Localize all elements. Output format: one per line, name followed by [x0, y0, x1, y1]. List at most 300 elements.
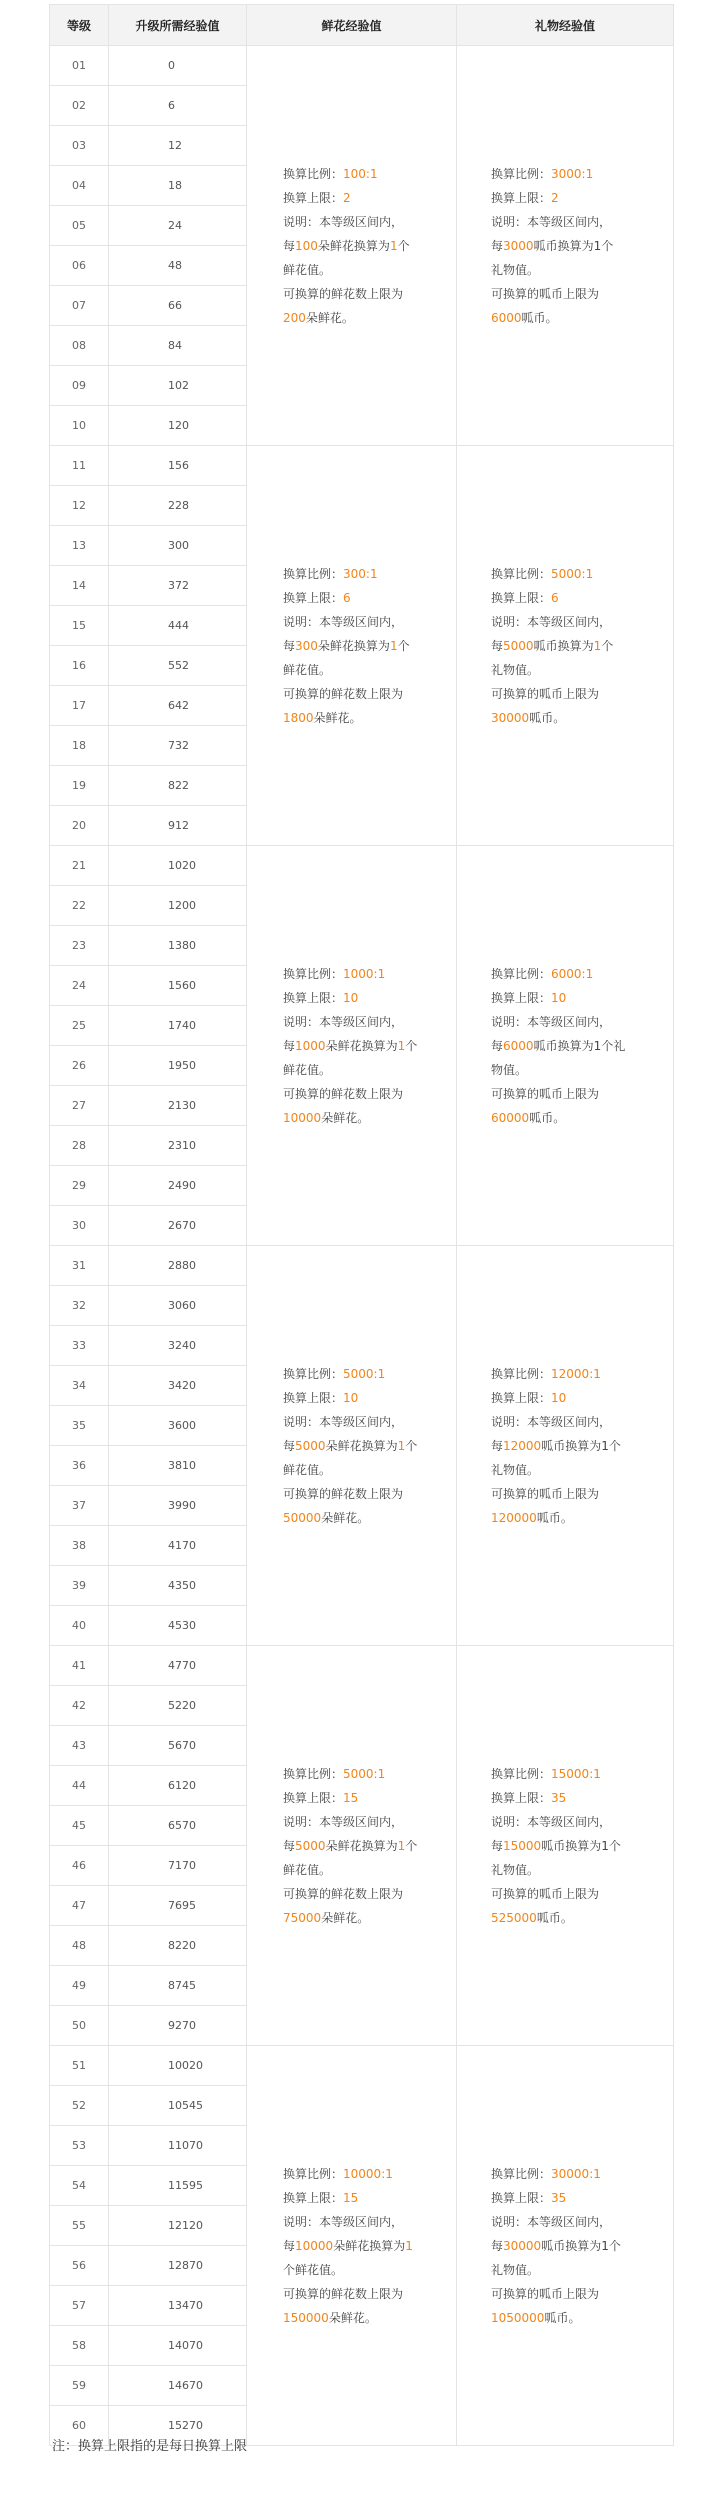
highlight-value: 10 — [343, 1390, 359, 1405]
flower-info-line — [283, 258, 444, 282]
info-text: 每 — [283, 238, 296, 253]
exp-cell: 0 — [109, 46, 247, 86]
highlight-value: 15 — [343, 1790, 359, 1805]
level-cell: 32 — [50, 1286, 109, 1326]
level-cell: 51 — [50, 2046, 109, 2086]
exp-cell: 156 — [109, 446, 247, 486]
exp-cell: 3240 — [109, 1326, 247, 1366]
info-text: 可换算的鲜花数上限为 — [283, 1086, 404, 1101]
level-cell: 43 — [50, 1726, 109, 1766]
level-cell: 19 — [50, 766, 109, 806]
footnote: 注：换算上限指的是每日换算上限 — [52, 2439, 248, 2454]
exp-cell: 3990 — [109, 1486, 247, 1526]
exp-cell: 18 — [109, 166, 247, 206]
exp-cell: 912 — [109, 806, 247, 846]
highlight-value: 30000:1 — [551, 2166, 601, 2181]
flower-info-line — [283, 2234, 444, 2258]
exp-cell: 4350 — [109, 1566, 247, 1606]
flower-info-line — [283, 586, 444, 610]
level-cell: 08 — [50, 326, 109, 366]
exp-cell: 3420 — [109, 1366, 247, 1406]
highlight-value: 6000:1 — [551, 966, 594, 981]
gift-info-line — [491, 258, 661, 282]
level-cell: 45 — [50, 1806, 109, 1846]
info-text: 说明：本等级区间内， — [283, 614, 404, 629]
info-text: 个 — [405, 1838, 418, 1853]
level-cell: 18 — [50, 726, 109, 766]
info-text: 个鲜花值。 — [283, 2262, 344, 2277]
highlight-value: 10 — [343, 990, 359, 1005]
info-text: 换算比例： — [283, 1766, 344, 1781]
exp-cell: 14070 — [109, 2326, 247, 2366]
level-cell: 53 — [50, 2126, 109, 2166]
info-text: 换算上限： — [283, 190, 344, 205]
highlight-value: 300 — [295, 638, 318, 653]
info-text: 呱币。 — [536, 1510, 573, 1525]
highlight-value: 200 — [283, 310, 306, 325]
info-text: 朵鲜花换算为 — [325, 1038, 398, 1053]
info-text: 朵鲜花。 — [313, 710, 362, 725]
info-text: 个 — [405, 1438, 418, 1453]
highlight-value: 50000 — [283, 1510, 322, 1525]
info-text: 可换算的呱币上限为 — [491, 1486, 600, 1501]
info-text: 礼物值。 — [491, 1462, 540, 1477]
info-text: 每 — [283, 1838, 296, 1853]
info-text: 可换算的鲜花数上限为 — [283, 686, 404, 701]
level-cell: 16 — [50, 646, 109, 686]
exp-cell: 10545 — [109, 2086, 247, 2126]
info-text: 每 — [283, 1038, 296, 1053]
level-cell: 49 — [50, 1966, 109, 2006]
exp-cell: 11070 — [109, 2126, 247, 2166]
flower-info-line — [283, 1458, 444, 1482]
flower-info-line — [283, 1106, 444, 1130]
highlight-value: 1 — [397, 1838, 406, 1853]
info-text: 说明：本等级区间内， — [491, 1414, 612, 1429]
info-text: 说明：本等级区间内， — [491, 1814, 612, 1829]
info-text: 朵鲜花换算为 — [317, 238, 390, 253]
info-text: 可换算的呱币上限为 — [491, 1086, 600, 1101]
info-text: 呱币。 — [529, 1110, 566, 1125]
table-row — [50, 846, 674, 886]
gift-info-line — [491, 234, 661, 258]
info-text: 可换算的鲜花数上限为 — [283, 2286, 404, 2301]
flower-info-line — [283, 682, 444, 706]
level-cell: 13 — [50, 526, 109, 566]
info-text: 礼物值。 — [491, 262, 540, 277]
highlight-value: 5000 — [295, 1438, 326, 1453]
level-cell: 36 — [50, 1446, 109, 1486]
info-text: 说明：本等级区间内， — [283, 1014, 404, 1029]
gift-info-line — [491, 2186, 661, 2210]
exp-cell: 48 — [109, 246, 247, 286]
level-cell: 12 — [50, 486, 109, 526]
gift-info-line — [491, 682, 661, 706]
highlight-value: 2 — [343, 190, 351, 205]
info-text: 朵鲜花换算为 — [317, 638, 390, 653]
flower-info-line — [283, 1858, 444, 1882]
exp-cell: 3060 — [109, 1286, 247, 1326]
flower-info-cell — [247, 2046, 457, 2446]
gift-info-line — [491, 2306, 661, 2330]
flower-info-cell — [247, 1646, 457, 2046]
gift-info-line — [491, 1906, 661, 1930]
info-text: 可换算的呱币上限为 — [491, 686, 600, 701]
level-cell: 24 — [50, 966, 109, 1006]
highlight-value: 30000 — [503, 2238, 542, 2253]
header-flower: 鲜花经验值 — [247, 5, 457, 46]
info-text: 说明：本等级区间内， — [283, 214, 404, 229]
info-text: 鲜花值。 — [283, 662, 332, 677]
flower-info-line — [283, 282, 444, 306]
info-text: 换算上限： — [491, 590, 552, 605]
info-text: 可换算的呱币上限为 — [491, 286, 600, 301]
highlight-value: 15000 — [503, 1838, 542, 1853]
info-text: 朵鲜花换算为 — [325, 1438, 398, 1453]
flower-info-line — [283, 986, 444, 1010]
flower-info-line — [283, 1410, 444, 1434]
highlight-value: 10 — [551, 990, 567, 1005]
info-text: 个 — [397, 638, 410, 653]
exp-cell: 1380 — [109, 926, 247, 966]
gift-info-line — [491, 1506, 661, 1530]
level-cell: 27 — [50, 1086, 109, 1126]
highlight-value: 3000:1 — [551, 166, 594, 181]
exp-cell: 1200 — [109, 886, 247, 926]
exp-cell: 2670 — [109, 1206, 247, 1246]
info-text: 呱币换算为 — [533, 638, 594, 653]
info-text: 换算上限： — [491, 2190, 552, 2205]
gift-info-line — [491, 2258, 661, 2282]
flower-info-line — [283, 162, 444, 186]
level-cell: 57 — [50, 2286, 109, 2326]
info-text: 朵鲜花换算为 — [325, 1838, 398, 1853]
highlight-value: 6 — [551, 590, 559, 605]
exp-cell: 4530 — [109, 1606, 247, 1646]
exp-cell: 3810 — [109, 1446, 247, 1486]
table-row — [50, 1646, 674, 1686]
flower-info-cell — [247, 846, 457, 1246]
flower-info-line — [283, 562, 444, 586]
level-cell: 39 — [50, 1566, 109, 1606]
gift-info-cell — [457, 1646, 674, 2046]
gift-info-line — [491, 2234, 661, 2258]
exp-cell: 2490 — [109, 1166, 247, 1206]
info-text: 呱币。 — [536, 1910, 573, 1925]
level-cell: 07 — [50, 286, 109, 326]
highlight-value: 10000 — [295, 2238, 334, 2253]
info-text: 礼物值。 — [491, 662, 540, 677]
gift-info-cell — [457, 846, 674, 1246]
info-text: 朵鲜花换算为 — [333, 2238, 406, 2253]
highlight-value: 150000 — [283, 2310, 329, 2325]
flower-info-line — [283, 2282, 444, 2306]
exp-cell: 4170 — [109, 1526, 247, 1566]
gift-info-line — [491, 1762, 661, 1786]
level-cell: 10 — [50, 406, 109, 446]
level-cell: 38 — [50, 1526, 109, 1566]
level-cell: 40 — [50, 1606, 109, 1646]
level-cell: 41 — [50, 1646, 109, 1686]
highlight-value: 60000 — [491, 1110, 530, 1125]
exp-cell: 13470 — [109, 2286, 247, 2326]
info-text: 呱币。 — [529, 710, 566, 725]
gift-info-line — [491, 706, 661, 730]
flower-info-line — [283, 2258, 444, 2282]
flower-info-line — [283, 1010, 444, 1034]
header-row — [50, 5, 674, 46]
info-text: 鲜花值。 — [283, 1462, 332, 1477]
level-cell: 01 — [50, 46, 109, 86]
highlight-value: 1000 — [295, 1038, 326, 1053]
gift-info-line — [491, 1106, 661, 1130]
exp-cell: 6570 — [109, 1806, 247, 1846]
level-cell: 56 — [50, 2246, 109, 2286]
exp-cell: 8220 — [109, 1926, 247, 1966]
info-text: 礼物值。 — [491, 1862, 540, 1877]
level-cell: 23 — [50, 926, 109, 966]
exp-cell: 7170 — [109, 1846, 247, 1886]
exp-cell: 15270 — [109, 2406, 247, 2446]
highlight-value: 35 — [551, 1790, 567, 1805]
info-text: 可换算的鲜花数上限为 — [283, 1486, 404, 1501]
flower-info-cell — [247, 446, 457, 846]
info-text: 换算上限： — [283, 1390, 344, 1405]
exp-cell: 1740 — [109, 1006, 247, 1046]
exp-cell: 10020 — [109, 2046, 247, 2086]
info-text: 换算比例： — [491, 2166, 552, 2181]
exp-cell: 6120 — [109, 1766, 247, 1806]
info-text: 鲜花值。 — [283, 1062, 332, 1077]
highlight-value: 1800 — [283, 710, 314, 725]
level-cell: 11 — [50, 446, 109, 486]
exp-cell: 3600 — [109, 1406, 247, 1446]
exp-cell: 7695 — [109, 1886, 247, 1926]
flower-info-line — [283, 1058, 444, 1082]
info-text: 换算上限： — [491, 990, 552, 1005]
flower-info-line — [283, 1834, 444, 1858]
highlight-value: 5000:1 — [343, 1766, 386, 1781]
info-text: 每 — [283, 638, 296, 653]
gift-info-line — [491, 634, 661, 658]
header-level: 等级 — [50, 5, 109, 46]
highlight-value: 12000 — [503, 1438, 542, 1453]
level-cell: 25 — [50, 1006, 109, 1046]
table-row — [50, 46, 674, 86]
level-cell: 20 — [50, 806, 109, 846]
highlight-value: 120000 — [491, 1510, 537, 1525]
info-text: 鲜花值。 — [283, 262, 332, 277]
highlight-value: 2 — [551, 190, 559, 205]
exp-cell: 2130 — [109, 1086, 247, 1126]
gift-info-line — [491, 1786, 661, 1810]
info-text: 换算比例： — [283, 966, 344, 981]
info-text: 换算比例： — [283, 566, 344, 581]
gift-info-line — [491, 186, 661, 210]
exp-cell: 4770 — [109, 1646, 247, 1686]
highlight-value: 6 — [343, 590, 351, 605]
info-text: 物值。 — [491, 1062, 528, 1077]
gift-info-line — [491, 306, 661, 330]
exp-cell: 444 — [109, 606, 247, 646]
flower-info-line — [283, 2210, 444, 2234]
flower-info-line — [283, 1810, 444, 1834]
info-text: 每 — [491, 638, 504, 653]
exp-cell: 732 — [109, 726, 247, 766]
info-text: 每 — [283, 1438, 296, 1453]
highlight-value: 5000 — [295, 1838, 326, 1853]
table-row — [50, 446, 674, 486]
info-text: 每 — [283, 2238, 296, 2253]
level-cell: 26 — [50, 1046, 109, 1086]
level-cell: 28 — [50, 1126, 109, 1166]
highlight-value: 300:1 — [343, 566, 378, 581]
table-row — [50, 2046, 674, 2086]
flower-info-line — [283, 2306, 444, 2330]
info-text: 换算比例： — [283, 1366, 344, 1381]
info-text: 朵鲜花。 — [321, 1510, 370, 1525]
info-text: 换算上限： — [283, 590, 344, 605]
level-cell: 30 — [50, 1206, 109, 1246]
flower-info-line — [283, 1882, 444, 1906]
gift-info-line — [491, 1034, 661, 1058]
gift-info-line — [491, 986, 661, 1010]
info-text: 换算上限： — [283, 2190, 344, 2205]
highlight-value: 15 — [343, 2190, 359, 2205]
highlight-value: 3000 — [503, 238, 534, 253]
exp-cell: 102 — [109, 366, 247, 406]
info-text: 可换算的鲜花数上限为 — [283, 286, 404, 301]
flower-info-line — [283, 1386, 444, 1410]
flower-info-line — [283, 610, 444, 634]
exp-cell: 642 — [109, 686, 247, 726]
highlight-value: 525000 — [491, 1910, 537, 1925]
exp-cell: 552 — [109, 646, 247, 686]
gift-info-line — [491, 2210, 661, 2234]
info-text: 每 — [491, 1438, 504, 1453]
highlight-value: 5000 — [503, 638, 534, 653]
flower-info-line — [283, 1082, 444, 1106]
info-text: 呱币换算为1个 — [541, 1438, 621, 1453]
level-cell: 37 — [50, 1486, 109, 1526]
exp-cell: 1950 — [109, 1046, 247, 1086]
highlight-value: 5000:1 — [343, 1366, 386, 1381]
gift-info-line — [491, 1858, 661, 1882]
info-text: 每 — [491, 2238, 504, 2253]
flower-info-line — [283, 2162, 444, 2186]
gift-info-line — [491, 1834, 661, 1858]
gift-info-line — [491, 1058, 661, 1082]
level-cell: 60 — [50, 2406, 109, 2446]
flower-info-line — [283, 210, 444, 234]
exp-cell: 84 — [109, 326, 247, 366]
level-cell: 04 — [50, 166, 109, 206]
gift-info-line — [491, 562, 661, 586]
info-text: 鲜花值。 — [283, 1862, 332, 1877]
highlight-value: 12000:1 — [551, 1366, 601, 1381]
level-cell: 15 — [50, 606, 109, 646]
highlight-value: 10 — [551, 1390, 567, 1405]
level-cell: 06 — [50, 246, 109, 286]
info-text: 呱币换算为1个 — [541, 2238, 621, 2253]
info-text: 呱币换算为1个 — [541, 1838, 621, 1853]
exp-cell: 300 — [109, 526, 247, 566]
flower-info-line — [283, 2186, 444, 2210]
highlight-value: 1 — [405, 2238, 413, 2253]
level-cell: 33 — [50, 1326, 109, 1366]
highlight-value: 6000 — [503, 1038, 534, 1053]
info-text: 换算上限： — [491, 1390, 552, 1405]
flower-info-line — [283, 234, 444, 258]
gift-info-line — [491, 1882, 661, 1906]
highlight-value: 1 — [397, 1038, 406, 1053]
level-cell: 17 — [50, 686, 109, 726]
flower-info-line — [283, 306, 444, 330]
flower-info-line — [283, 1434, 444, 1458]
flower-info-line — [283, 1906, 444, 1930]
info-text: 个 — [397, 238, 410, 253]
info-text: 说明：本等级区间内， — [491, 1014, 612, 1029]
exp-cell: 24 — [109, 206, 247, 246]
info-text: 每 — [491, 238, 504, 253]
gift-info-line — [491, 1386, 661, 1410]
gift-info-line — [491, 1810, 661, 1834]
highlight-value: 5000:1 — [551, 566, 594, 581]
highlight-value: 10000:1 — [343, 2166, 393, 2181]
level-cell: 46 — [50, 1846, 109, 1886]
level-cell: 14 — [50, 566, 109, 606]
exp-cell: 2310 — [109, 1126, 247, 1166]
level-cell: 54 — [50, 2166, 109, 2206]
flower-info-cell — [247, 46, 457, 446]
info-text: 朵鲜花。 — [305, 310, 354, 325]
info-text: 换算比例： — [491, 1366, 552, 1381]
info-text: 换算上限： — [491, 1790, 552, 1805]
info-text: 呱币换算为1个礼 — [533, 1038, 626, 1053]
exp-cell: 14670 — [109, 2366, 247, 2406]
highlight-value: 1000:1 — [343, 966, 386, 981]
info-text: 可换算的鲜花数上限为 — [283, 1886, 404, 1901]
level-cell: 50 — [50, 2006, 109, 2046]
info-text: 个 — [601, 638, 614, 653]
level-cell: 52 — [50, 2086, 109, 2126]
info-text: 可换算的呱币上限为 — [491, 1886, 600, 1901]
highlight-value: 1050000 — [491, 2310, 545, 2325]
info-text: 换算上限： — [283, 1790, 344, 1805]
highlight-value: 100:1 — [343, 166, 378, 181]
highlight-value: 15000:1 — [551, 1766, 601, 1781]
flower-info-line — [283, 1362, 444, 1386]
highlight-value: 1 — [389, 638, 398, 653]
gift-info-line — [491, 1082, 661, 1106]
table-body — [50, 46, 674, 2446]
exp-cell: 2880 — [109, 1246, 247, 1286]
gift-info-line — [491, 1434, 661, 1458]
info-text: 换算比例： — [491, 566, 552, 581]
gift-info-line — [491, 1010, 661, 1034]
info-text: 换算上限： — [491, 190, 552, 205]
info-text: 说明：本等级区间内， — [491, 214, 612, 229]
info-text: 说明：本等级区间内， — [283, 1814, 404, 1829]
gift-info-line — [491, 2162, 661, 2186]
flower-info-line — [283, 658, 444, 682]
highlight-value: 1 — [593, 638, 602, 653]
level-cell: 42 — [50, 1686, 109, 1726]
exp-table — [49, 4, 674, 2446]
info-text: 换算比例： — [491, 1766, 552, 1781]
gift-info-line — [491, 962, 661, 986]
gift-info-cell — [457, 46, 674, 446]
